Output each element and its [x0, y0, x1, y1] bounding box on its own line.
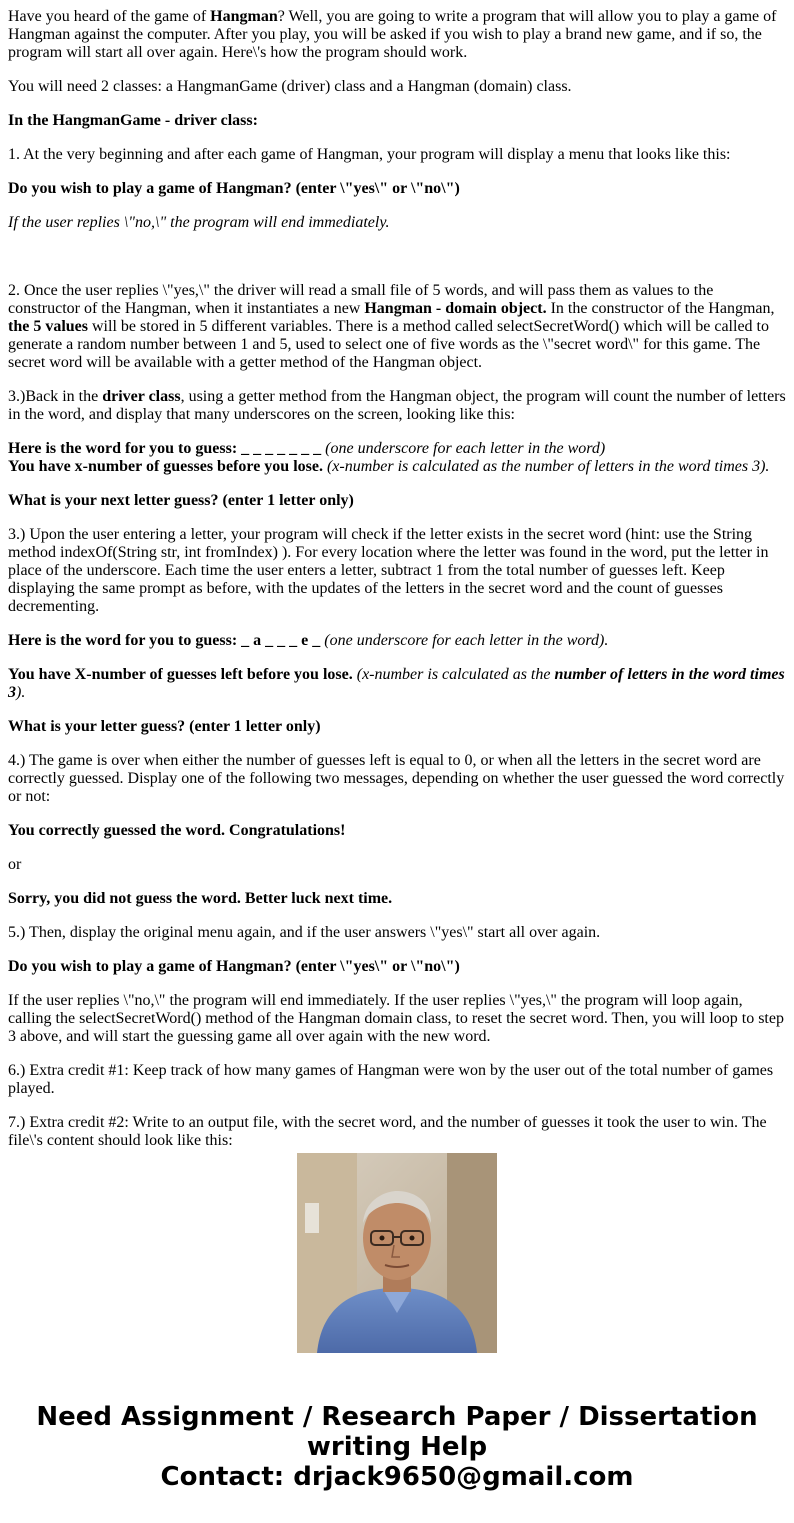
extra-credit-1: 6.) Extra credit #1: Keep track of how many games of Hangman were won by the user out of the total number of games played.	[8, 1062, 774, 1097]
step-5-paragraph: 5.) Then, display the original menu again, and if the user answers \"yes\" start all over again.	[8, 924, 601, 941]
blank-line	[8, 248, 788, 266]
step-4-paragraph: 4.) The game is over when either the number of guesses left is equal to 0, or when all the letters in the secret word are correctly guessed. Display one of the following two messages, depending on whether the user guessed the word correctly or not:	[8, 752, 785, 805]
step-3b-paragraph: 3.) Upon the user entering a letter, your program will check if the letter exists in the secret word (hint: use the String method indexOf(String str, int fromIndex) ). For every location where the letter was found in the word, put the letter in place of the underscore. Each time the user enters a letter, subtract 1 from the total number of guesses left. Keep displaying the same prompt as before, with the updates of the letters in the secret word and the count of guesses decrementing.	[8, 526, 769, 615]
avatar	[297, 1153, 497, 1353]
person-photo-icon	[297, 1153, 497, 1353]
footer-banner	[0, 1402, 794, 1492]
loop-paragraph: If the user replies \"no,\" the program will end immediately. If the user replies \"yes,\" the program will loop again, calling the selectSecretWord() method of the Hangman domain class, to reset the secret word. Then, you will loop to step 3 above, and will start the guessing game all over again with the new word.	[8, 992, 784, 1045]
step-1-paragraph: 1. At the very beginning and after each game of Hangman, your program will display a menu that looks like this:	[8, 146, 731, 163]
footer-contact: Contact: drjack9650@gmail.com	[160, 1462, 634, 1492]
or-text: or	[8, 856, 22, 873]
partial-word-example: Here is the word for you to guess: _ a _ _ _ e _ (one underscore for each letter in the word).	[8, 632, 609, 649]
next-letter-prompt: What is your next letter guess? (enter 1 letter only)	[8, 492, 354, 509]
intro-paragraph: Have you heard of the game of Hangman? Well, you are going to write a program that will allow you to play a game of Hangman against the computer. After you play, you will be asked if you wish to play a brand new game, and if so, the program will start all over again. Here\'s how the program should work.	[8, 8, 777, 61]
menu-prompt-repeat: Do you wish to play a game of Hangman? (enter \"yes\" or \"no\")	[8, 958, 460, 975]
menu-prompt: Do you wish to play a game of Hangman? (enter \"yes\" or \"no\")	[8, 180, 460, 197]
win-message: You correctly guessed the word. Congratulations!	[8, 822, 346, 839]
step-2-paragraph: 2. Once the user replies \"yes,\" the driver will read a small file of 5 words, and will pass them as values to the constructor of the Hangman, when it instantiates a new Hangman - domain object. In the constructor of the Hangman, the 5 values will be stored in 5 different variables. There is a method called selectSecretWord() which will be called to generate a random number between 1 and 5, used to select one of five words as the \"secret word\" for this game. The secret word will be available with a getter method of the Hangman object.	[8, 282, 775, 371]
assignment-text	[8, 8, 788, 1149]
step-3-paragraph: 3.)Back in the driver class, using a getter method from the Hangman object, the program will count the number of letters in the word, and display that many underscores on the screen, looking like this:	[8, 388, 786, 423]
guess-prompt-example: Here is the word for you to guess: _ _ _ _ _ _ _ (one underscore for each letter in the word) You have x-number of guesses before you lose. (x-number is calculated as the number of letters in the word times 3).	[8, 440, 770, 475]
driver-class-heading: In the HangmanGame - driver class:	[8, 112, 258, 129]
no-reply-note: If the user replies \"no,\" the program will end immediately.	[8, 214, 390, 231]
guesses-left-example: You have X-number of guesses left before you lose. (x-number is calculated as the number of letters in the word times 3).	[8, 666, 785, 701]
footer-line-2: writing Help	[306, 1432, 488, 1462]
footer-line-1: Need Assignment / Research Paper / Dissertation	[36, 1402, 758, 1432]
classes-paragraph: You will need 2 classes: a HangmanGame (driver) class and a Hangman (domain) class.	[8, 78, 572, 95]
lose-message: Sorry, you did not guess the word. Better luck next time.	[8, 890, 393, 907]
extra-credit-2: 7.) Extra credit #2: Write to an output file, with the secret word, and the number of guesses it took the user to win. The file\'s content should look like this:	[8, 1114, 767, 1149]
letter-guess-prompt: What is your letter guess? (enter 1 letter only)	[8, 718, 321, 735]
